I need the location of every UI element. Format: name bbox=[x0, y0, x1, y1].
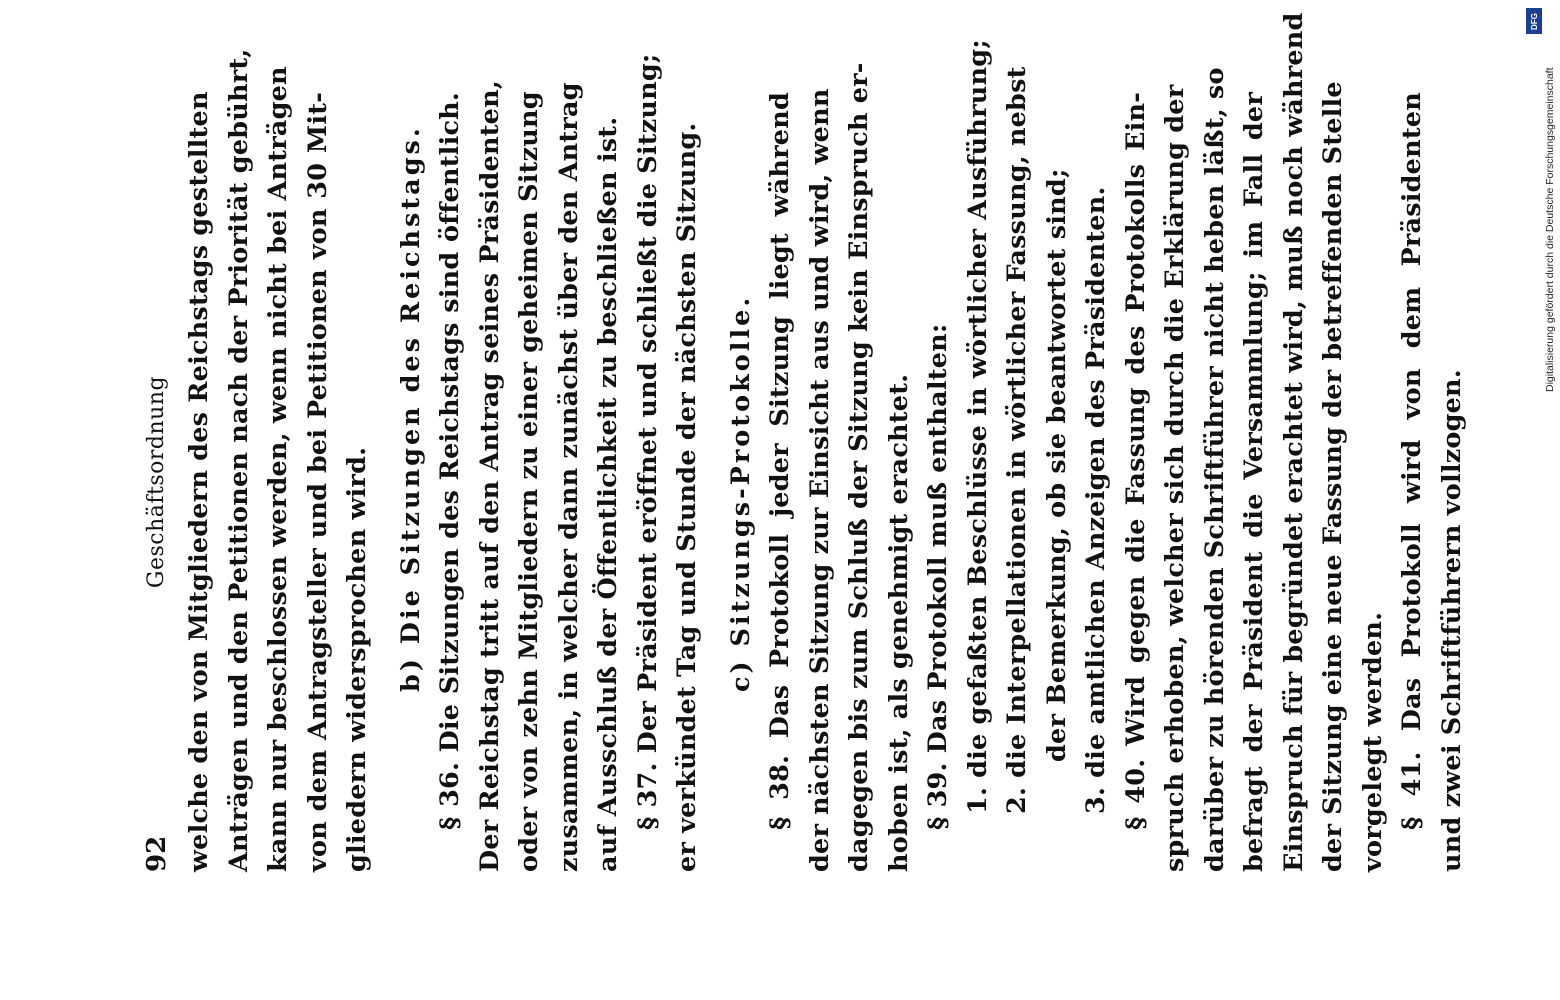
text-line: von dem Antragsteller und bei Petitionen von 30 Mit- bbox=[302, 92, 333, 872]
text-line: Anträgen und den Petitionen nach der Priorität gebührt, bbox=[223, 48, 254, 872]
dfg-logo: DFG bbox=[1526, 8, 1542, 34]
text-line: vorgelegt werden. bbox=[1357, 611, 1388, 872]
text-line: dagegen bis zum Schluß der Sitzung kein Einspruch er- bbox=[844, 62, 874, 872]
running-head: Geschäftsordnung bbox=[144, 375, 169, 589]
text-line: er verkündet Tag und Stunde der nächsten Sitzung. bbox=[672, 122, 702, 872]
text-line: befragt der Präsident die Versammlung; im Fall der bbox=[1239, 92, 1269, 872]
text-line: darüber zu hörenden Schriftführer nicht heben läßt, so bbox=[1199, 67, 1230, 872]
section-heading-c: c) Sitzungs-Protokolle. bbox=[725, 294, 756, 692]
paragraph-39: § 39. Das Protokoll muß enthalten: bbox=[923, 323, 953, 830]
paragraph-37: § 37. Der Präsident eröffnet und schließt die Sitzung; bbox=[632, 53, 663, 830]
text-line: auf Ausschluß der Öffentlichkeit zu beschließen ist. bbox=[593, 116, 623, 872]
list-item-3: 3. die amtlichen Anzeigen des Präsidenten. bbox=[1081, 186, 1111, 814]
page-header bbox=[142, 92, 180, 872]
digitization-note bbox=[1522, 12, 1556, 392]
text-line: oder von zehn Mitgliedern zu einer geheimen Sitzung bbox=[514, 91, 544, 872]
text-line: Der Reichstag tritt auf den Antrag seines Präsidenten, bbox=[474, 80, 505, 872]
text-line: kann nur beschlossen werden, wenn nicht bei Anträgen bbox=[263, 66, 293, 872]
text-line: Einspruch für begründet erachtet wird, muß noch während bbox=[1278, 12, 1309, 872]
text-line: zusammen, in welcher dann zunächst über den Antrag bbox=[553, 82, 584, 872]
section-heading-b: b) Die Sitzungen des Reichstags. bbox=[395, 125, 426, 692]
paragraph-41: § 41. Das Protokoll wird von dem Präsidenten bbox=[1397, 92, 1427, 830]
paragraph-38: § 38. Das Protokoll jeder Sitzung liegt während bbox=[765, 92, 795, 830]
text-line: der Bemerkung, ob sie beantwortet sind; bbox=[1041, 168, 1072, 762]
text-line: der Sitzung eine neue Fassung der betreffenden Stelle bbox=[1318, 81, 1348, 872]
text-line: welche den von Mitgliedern des Reichstags gestellten bbox=[184, 91, 214, 872]
text-line: spruch erhoben, welcher sich durch die Erklärung der bbox=[1160, 84, 1190, 872]
text-line: und zwei Schriftführern vollzogen. bbox=[1436, 369, 1467, 872]
digitization-note-text: Digitalisierung gefördert durch die Deutsche Forschungsgemeinschaft bbox=[1544, 67, 1556, 392]
text-line: hoben ist, als genehmigt erachtet. bbox=[883, 373, 914, 872]
list-item-1: 1. die gefaßten Beschlüsse in wörtlicher Ausführung; bbox=[962, 39, 993, 814]
page-body bbox=[180, 12, 1472, 872]
list-item-2: 2. die Interpellationen in wörtlicher Fassung, nebst bbox=[1002, 66, 1032, 814]
text-line: gliedern widersprochen wird. bbox=[342, 446, 372, 872]
book-page bbox=[142, 12, 1467, 872]
page-number: 92 bbox=[142, 835, 172, 872]
paragraph-40: § 40. Wird gegen die Fassung des Protokolls Ein- bbox=[1120, 92, 1151, 830]
text-line: der nächsten Sitzung zur Einsicht aus und wird, wenn bbox=[804, 88, 835, 872]
paragraph-36: § 36. Die Sitzungen des Reichstags sind öffentlich. bbox=[435, 92, 465, 830]
